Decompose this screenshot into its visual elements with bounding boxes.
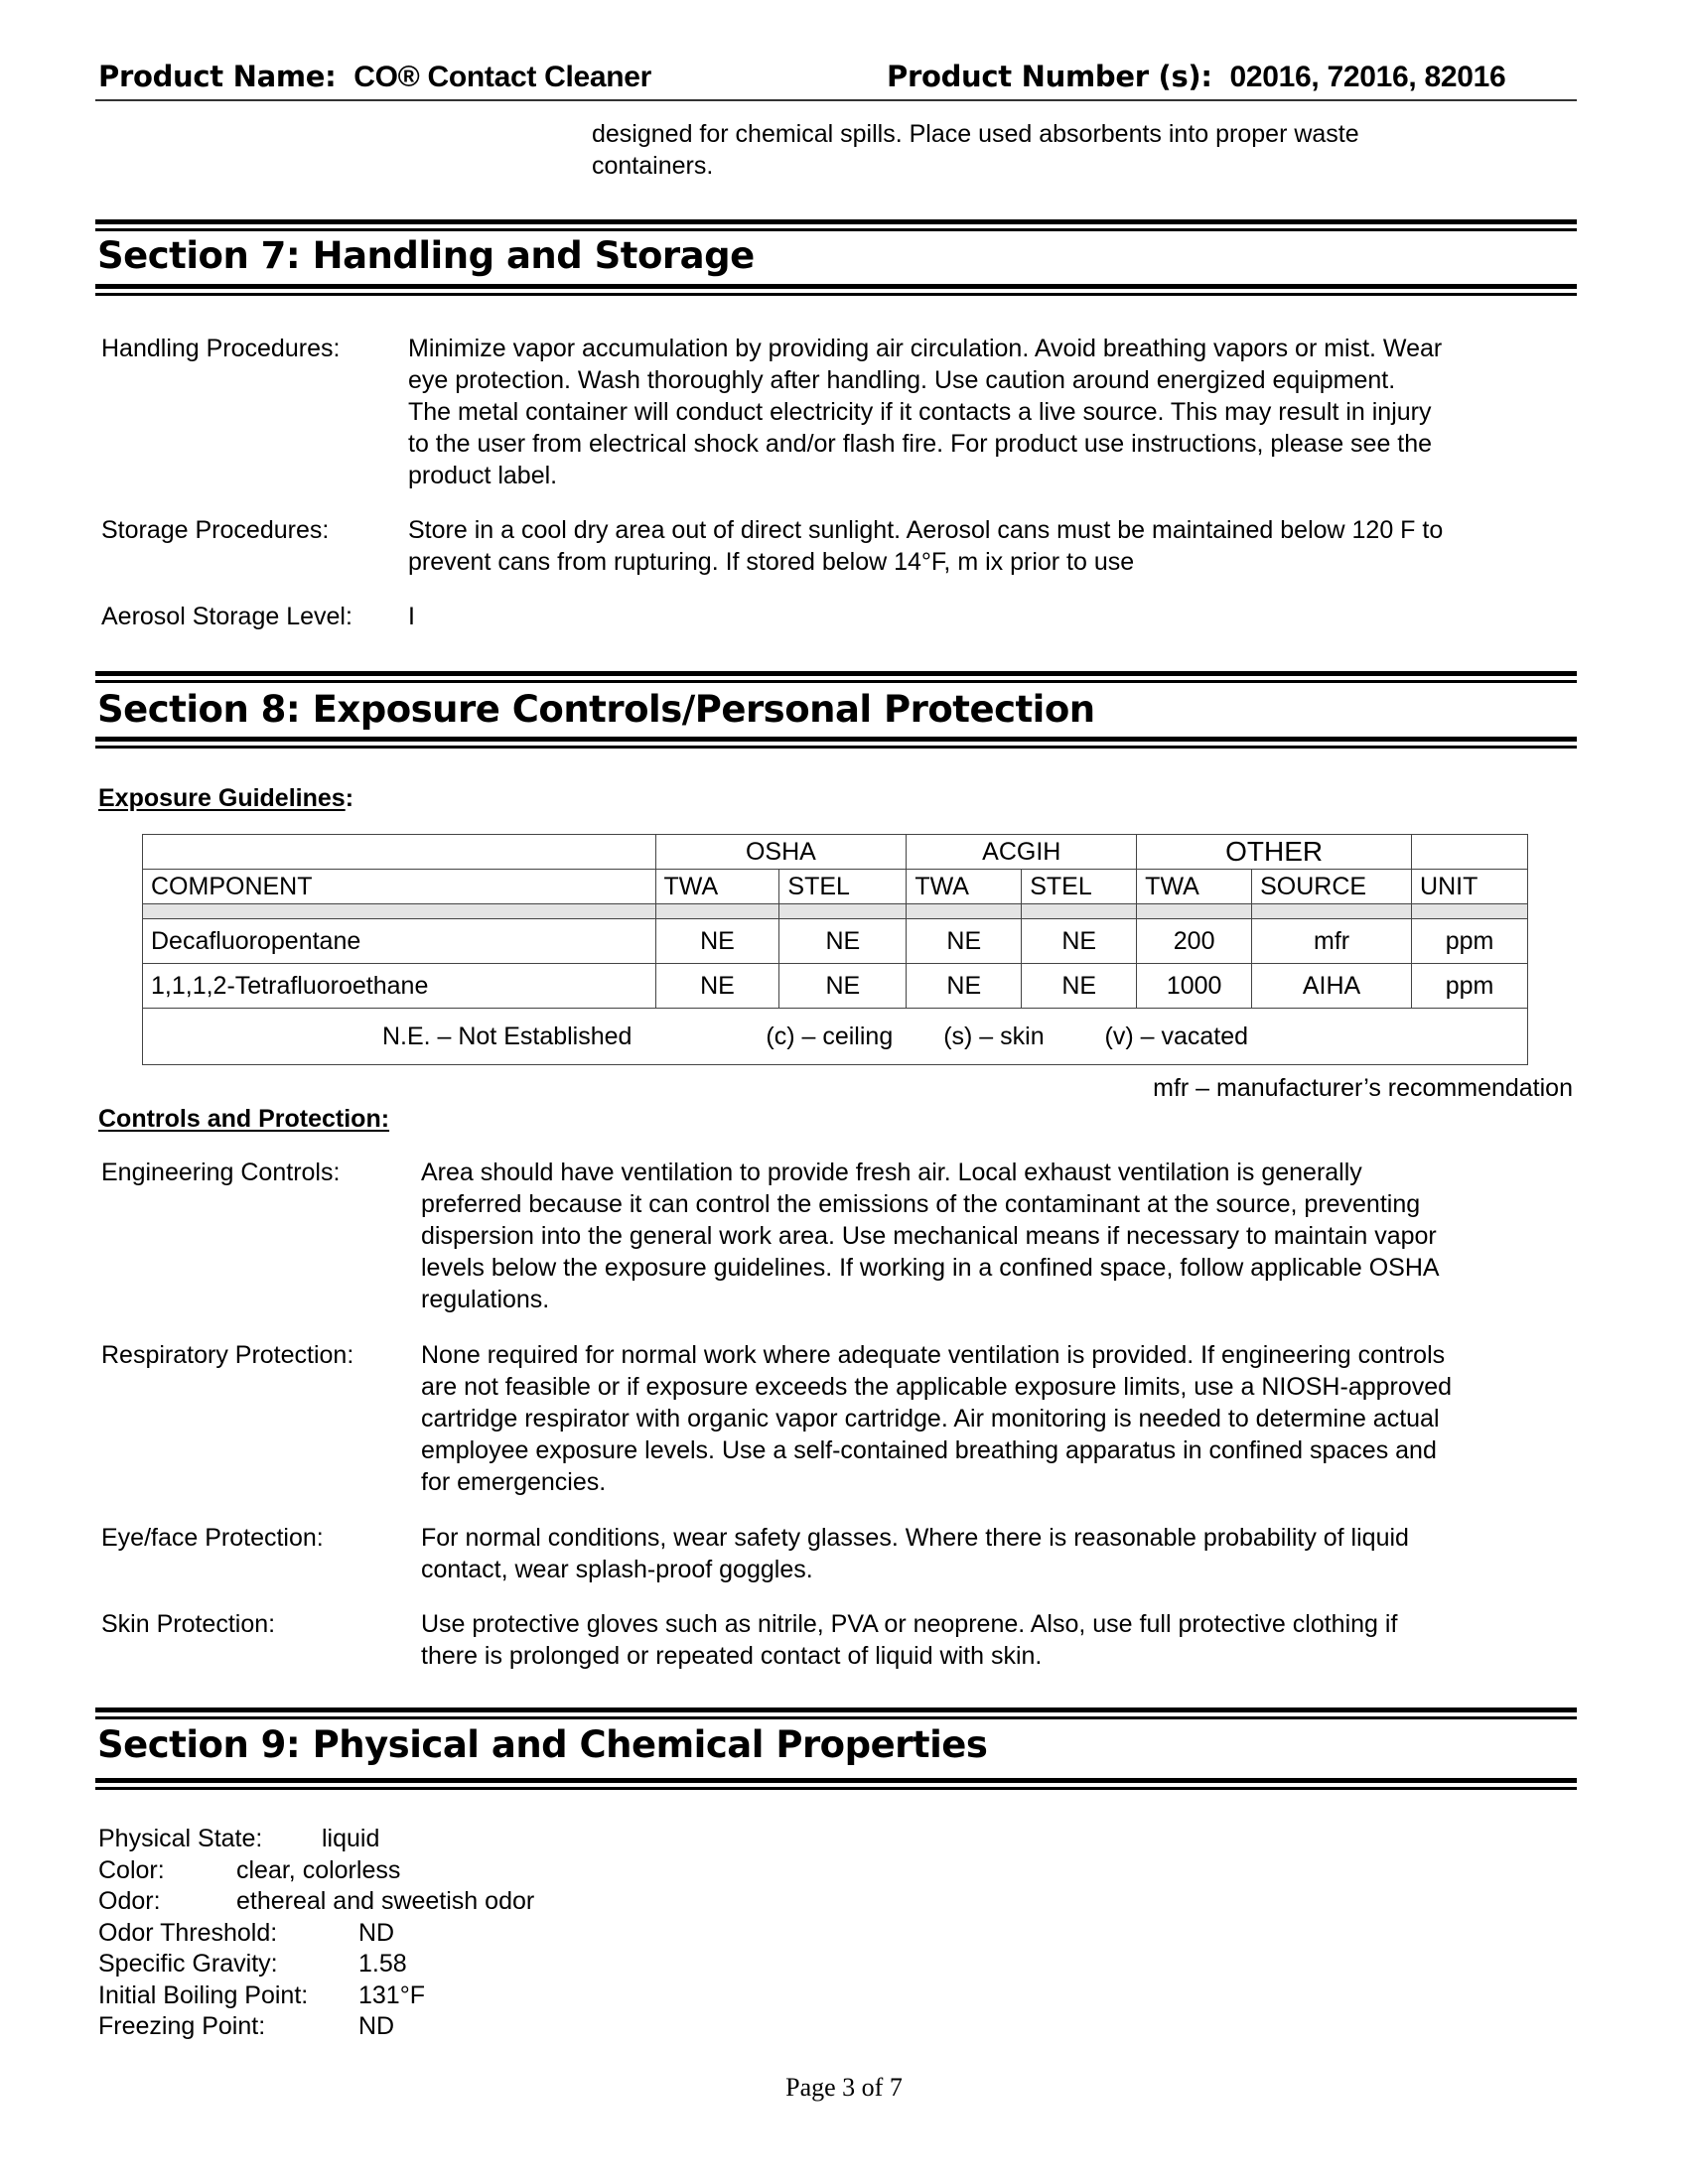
table-cell: ppm — [1412, 919, 1528, 964]
engineering-controls-text — [421, 1157, 1440, 1315]
eye-face-protection-label: Eye/face Protection: — [101, 1524, 324, 1552]
legend-vacated: (v) – vacated — [1104, 1022, 1249, 1050]
text-line: levels below the exposure guidelines. If working in a confined space, follow applicable OSHA — [421, 1254, 1440, 1282]
product-number-header — [887, 60, 1505, 94]
table-cell: AIHA — [1252, 964, 1412, 1009]
text-line: cartridge respirator with organic vapor cartridge. Air monitoring is needed to determine actual — [421, 1405, 1440, 1433]
property-value: ND — [358, 1918, 395, 1947]
table-column-header-row — [143, 870, 1528, 904]
text-line: For normal conditions, wear safety glasses. Where there is reasonable probability of liquid — [421, 1524, 1409, 1552]
table-legend — [143, 1009, 1528, 1065]
text-line: are not feasible or if exposure exceeds the applicable exposure limits, use a NIOSH-approved — [421, 1373, 1453, 1401]
controls-protection-heading: Controls and Protection: — [98, 1105, 390, 1133]
property-value: ND — [358, 2012, 395, 2040]
table-cell: mfr — [1252, 919, 1412, 964]
group-header-other: OTHER — [1137, 835, 1412, 870]
property-label: Specific Gravity: — [98, 1950, 278, 1978]
eye-face-protection-text — [421, 1522, 1409, 1585]
colon: : — [345, 784, 354, 812]
column-header: TWA — [655, 870, 779, 904]
physical-properties-list — [98, 1824, 992, 2052]
section-rule — [95, 1707, 1577, 1712]
table-cell — [1412, 835, 1528, 870]
text-line: product label. — [408, 462, 558, 489]
table-group-header-row — [143, 835, 1528, 870]
column-header: SOURCE — [1252, 870, 1412, 904]
property-label: Odor: — [98, 1887, 161, 1915]
column-header: TWA — [907, 870, 1022, 904]
engineering-controls-label: Engineering Controls: — [101, 1159, 341, 1186]
property-value: clear, colorless — [236, 1855, 401, 1884]
property-odor-threshold — [98, 1918, 395, 1950]
table-legend-row — [143, 1009, 1528, 1065]
property-label: Freezing Point: — [98, 2012, 266, 2040]
aerosol-storage-level-label: Aerosol Storage Level: — [101, 603, 352, 630]
table-spacer-row — [143, 904, 1528, 919]
mfr-note: mfr – manufacturer’s recommendation — [1153, 1074, 1573, 1102]
section-rule — [95, 219, 1577, 224]
handling-procedures-text — [408, 333, 1442, 491]
legend-ceiling: (c) – ceiling — [766, 1022, 894, 1050]
property-value: liquid — [322, 1825, 380, 1852]
group-header-acgih: ACGIH — [907, 835, 1137, 870]
page-number: Page 3 of 7 — [785, 2073, 903, 2102]
skin-protection-label: Skin Protection: — [101, 1610, 276, 1638]
header-divider — [95, 99, 1577, 101]
text-line: None required for normal work where adequate ventilation is provided. If engineering controls — [421, 1341, 1446, 1369]
property-value: ethereal and sweetish odor — [236, 1887, 535, 1915]
component-cell: 1,1,1,2-Tetrafluoroethane — [143, 964, 656, 1009]
table-cell: NE — [1022, 919, 1137, 964]
respiratory-protection-label: Respiratory Protection: — [101, 1341, 354, 1369]
aerosol-storage-level-value: I — [408, 603, 415, 630]
text-line: regulations. — [421, 1286, 550, 1313]
respiratory-protection-text — [421, 1339, 1452, 1498]
property-value: 1.58 — [358, 1950, 407, 1978]
table-cell: NE — [779, 919, 907, 964]
exposure-guidelines-label: Exposure Guidelines — [98, 784, 346, 812]
text-line: Minimize vapor accumulation by providing air circulation. Avoid breathing vapors or mist. Wear — [408, 335, 1443, 362]
text-line: Area should have ventilation to provide fresh air. Local exhaust ventilation is generally — [421, 1159, 1362, 1186]
text-line: employee exposure levels. Use a self-contained breathing apparatus in confined spaces and — [421, 1436, 1437, 1464]
section-rule — [95, 1716, 1577, 1719]
legend-skin: (s) – skin — [943, 1022, 1045, 1050]
table-cell: ppm — [1412, 964, 1528, 1009]
section-rule — [95, 1778, 1577, 1783]
product-number-value: 02016, 72016, 82016 — [1229, 61, 1506, 93]
legend-not-established: N.E. – Not Established — [381, 1022, 633, 1050]
product-name-label: Product Name: — [98, 60, 337, 93]
table-cell: NE — [655, 919, 779, 964]
continuation-line: designed for chemical spills. Place used absorbents into proper waste — [592, 120, 1359, 148]
property-label: Physical State: — [98, 1825, 263, 1852]
exposure-guidelines-heading — [98, 784, 353, 813]
table-cell — [143, 835, 656, 870]
property-odor — [98, 1886, 535, 1918]
component-cell: Decafluoropentane — [143, 919, 656, 964]
product-name-header — [98, 60, 651, 94]
handling-procedures-label: Handling Procedures: — [101, 335, 341, 362]
column-header: STEL — [779, 870, 907, 904]
section-rule — [95, 293, 1577, 296]
section-rule — [95, 671, 1577, 676]
continuation-line: containers. — [592, 152, 714, 180]
section-rule — [95, 746, 1577, 749]
column-header: STEL — [1022, 870, 1137, 904]
section-7-title: Section 7: Handling and Storage — [97, 234, 755, 277]
table-cell: NE — [655, 964, 779, 1009]
property-freezing-point — [98, 2011, 395, 2043]
text-line: The metal container will conduct electricity if it contacts a live source. This may result in injury — [408, 398, 1432, 426]
property-specific-gravity — [98, 1949, 407, 1980]
text-line: contact, wear splash-proof goggles. — [421, 1556, 813, 1583]
table-cell: 200 — [1137, 919, 1252, 964]
section-rule — [95, 1787, 1577, 1790]
text-line: Use protective gloves such as nitrile, PVA or neoprene. Also, use full protective clothing if — [421, 1610, 1398, 1638]
table-cell: NE — [779, 964, 907, 1009]
product-number-label: Product Number (s): — [887, 60, 1212, 93]
exposure-guidelines-table — [142, 834, 1528, 1065]
product-name-value: CO® Contact Cleaner — [353, 61, 652, 93]
column-header: UNIT — [1412, 870, 1528, 904]
continuation-text — [592, 118, 1359, 182]
text-line: dispersion into the general work area. Use mechanical means if necessary to maintain vapor — [421, 1222, 1437, 1250]
section-8-title: Section 8: Exposure Controls/Personal Protection — [97, 688, 1095, 731]
text-line: preferred because it can control the emissions of the contaminant at the source, preventing — [421, 1190, 1421, 1218]
property-physical-state — [98, 1824, 380, 1855]
text-line: prevent cans from rupturing. If stored below 14°F, m ix prior to use — [408, 548, 1135, 576]
text-line: for emergencies. — [421, 1468, 607, 1496]
property-label: Color: — [98, 1855, 165, 1884]
table-cell: NE — [1022, 964, 1137, 1009]
column-header: COMPONENT — [143, 870, 656, 904]
text-line: Store in a cool dry area out of direct sunlight. Aerosol cans must be maintained below 120 F to — [408, 516, 1444, 544]
text-line: there is prolonged or repeated contact of liquid with skin. — [421, 1642, 1043, 1670]
section-rule — [95, 680, 1577, 683]
table-cell: NE — [907, 964, 1022, 1009]
group-header-osha: OSHA — [655, 835, 907, 870]
skin-protection-text — [421, 1608, 1397, 1672]
storage-procedures-text — [408, 514, 1443, 578]
table-cell: 1000 — [1137, 964, 1252, 1009]
section-rule — [95, 284, 1577, 289]
property-color — [98, 1855, 401, 1887]
table-cell: NE — [907, 919, 1022, 964]
section-rule — [95, 737, 1577, 742]
table-row — [143, 964, 1528, 1009]
property-value: 131°F — [358, 1980, 425, 2009]
property-initial-boiling-point — [98, 1980, 425, 2012]
column-header: TWA — [1137, 870, 1252, 904]
section-rule — [95, 228, 1577, 231]
table-row — [143, 919, 1528, 964]
storage-procedures-label: Storage Procedures: — [101, 516, 330, 544]
property-label: Initial Boiling Point: — [98, 1980, 309, 2009]
text-line: to the user from electrical shock and/or flash fire. For product use instructions, please see the — [408, 430, 1433, 458]
section-9-title: Section 9: Physical and Chemical Properties — [97, 1723, 988, 1766]
property-label: Odor Threshold: — [98, 1918, 278, 1947]
text-line: eye protection. Wash thoroughly after handling. Use caution around energized equipment. — [408, 366, 1396, 394]
